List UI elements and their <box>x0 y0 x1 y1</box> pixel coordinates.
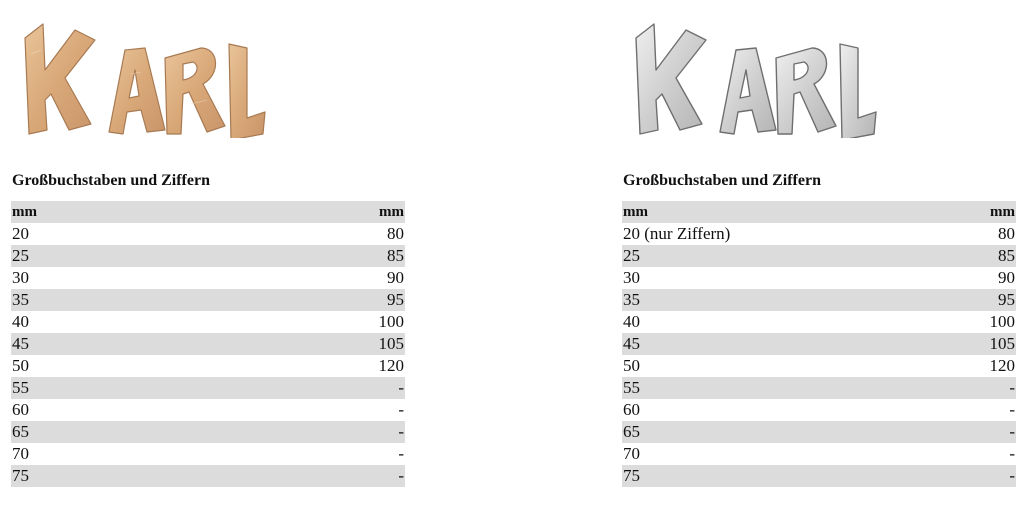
size-cell: 75 <box>12 466 29 485</box>
table-row <box>11 421 405 443</box>
table-row <box>622 267 1016 289</box>
size-cell: 95 <box>387 290 404 309</box>
size-cell: 70 <box>12 444 29 463</box>
table-row <box>11 267 405 289</box>
size-cell: - <box>398 444 404 463</box>
table-row <box>622 311 1016 333</box>
size-cell: 100 <box>989 312 1015 331</box>
table-header-row <box>11 201 405 223</box>
size-cell: 80 <box>387 224 404 243</box>
metal-letters-panel <box>622 0 1016 512</box>
column-header: mm <box>379 204 404 220</box>
size-cell: 20 <box>12 224 29 243</box>
size-cell: 40 <box>623 312 640 331</box>
size-cell: 30 <box>12 268 29 287</box>
table-row <box>11 311 405 333</box>
table-row <box>11 289 405 311</box>
table-row <box>11 333 405 355</box>
table-header-row <box>622 201 1016 223</box>
size-cell: 50 <box>12 356 29 375</box>
table-row <box>622 465 1016 487</box>
size-table <box>11 201 405 487</box>
size-cell: - <box>1009 400 1015 419</box>
size-cell: 105 <box>378 334 404 353</box>
table-row <box>622 223 1016 245</box>
size-cell: 120 <box>378 356 404 375</box>
size-cell: 80 <box>998 224 1015 243</box>
size-cell: 40 <box>12 312 29 331</box>
table-row <box>11 443 405 465</box>
size-cell: 35 <box>623 290 640 309</box>
size-cell: 100 <box>378 312 404 331</box>
table-row <box>622 377 1016 399</box>
size-cell: 70 <box>623 444 640 463</box>
size-cell: 95 <box>998 290 1015 309</box>
size-cell: 60 <box>12 400 29 419</box>
table-row <box>11 399 405 421</box>
size-cell: - <box>1009 422 1015 441</box>
size-cell: 60 <box>623 400 640 419</box>
size-cell: - <box>398 378 404 397</box>
table-row <box>622 355 1016 377</box>
column-header: mm <box>623 204 648 220</box>
size-cell: 120 <box>989 356 1015 375</box>
size-cell: 105 <box>989 334 1015 353</box>
size-cell: 55 <box>623 378 640 397</box>
size-cell: 30 <box>623 268 640 287</box>
table-row <box>622 443 1016 465</box>
column-header: mm <box>990 204 1015 220</box>
size-cell: - <box>398 400 404 419</box>
table-heading: Großbuchstaben und Ziffern <box>12 172 210 189</box>
size-cell: 65 <box>12 422 29 441</box>
size-cell: 55 <box>12 378 29 397</box>
table-row <box>622 245 1016 267</box>
size-cell: - <box>398 422 404 441</box>
size-cell: 90 <box>387 268 404 287</box>
table-row <box>622 421 1016 443</box>
size-cell: 75 <box>623 466 640 485</box>
karl-wood-logo <box>11 14 267 138</box>
size-cell: 85 <box>998 246 1015 265</box>
table-row <box>11 223 405 245</box>
size-cell: 35 <box>12 290 29 309</box>
table-row <box>11 355 405 377</box>
table-row <box>622 289 1016 311</box>
table-row <box>11 245 405 267</box>
table-row <box>622 333 1016 355</box>
size-cell: - <box>1009 444 1015 463</box>
size-cell: - <box>398 466 404 485</box>
column-header: mm <box>12 204 37 220</box>
size-cell: - <box>1009 466 1015 485</box>
table-row <box>622 399 1016 421</box>
table-row <box>11 465 405 487</box>
size-table <box>622 201 1016 487</box>
table-row <box>11 377 405 399</box>
size-cell: 20 (nur Ziffern) <box>623 224 731 243</box>
size-cell: 65 <box>623 422 640 441</box>
size-cell: 50 <box>623 356 640 375</box>
size-cell: 25 <box>623 246 640 265</box>
size-cell: - <box>1009 378 1015 397</box>
table-heading: Großbuchstaben und Ziffern <box>623 172 821 189</box>
size-cell: 25 <box>12 246 29 265</box>
size-cell: 85 <box>387 246 404 265</box>
size-cell: 45 <box>12 334 29 353</box>
wood-letters-panel <box>11 0 405 512</box>
size-cell: 90 <box>998 268 1015 287</box>
size-cell: 45 <box>623 334 640 353</box>
karl-metal-logo <box>622 14 878 138</box>
